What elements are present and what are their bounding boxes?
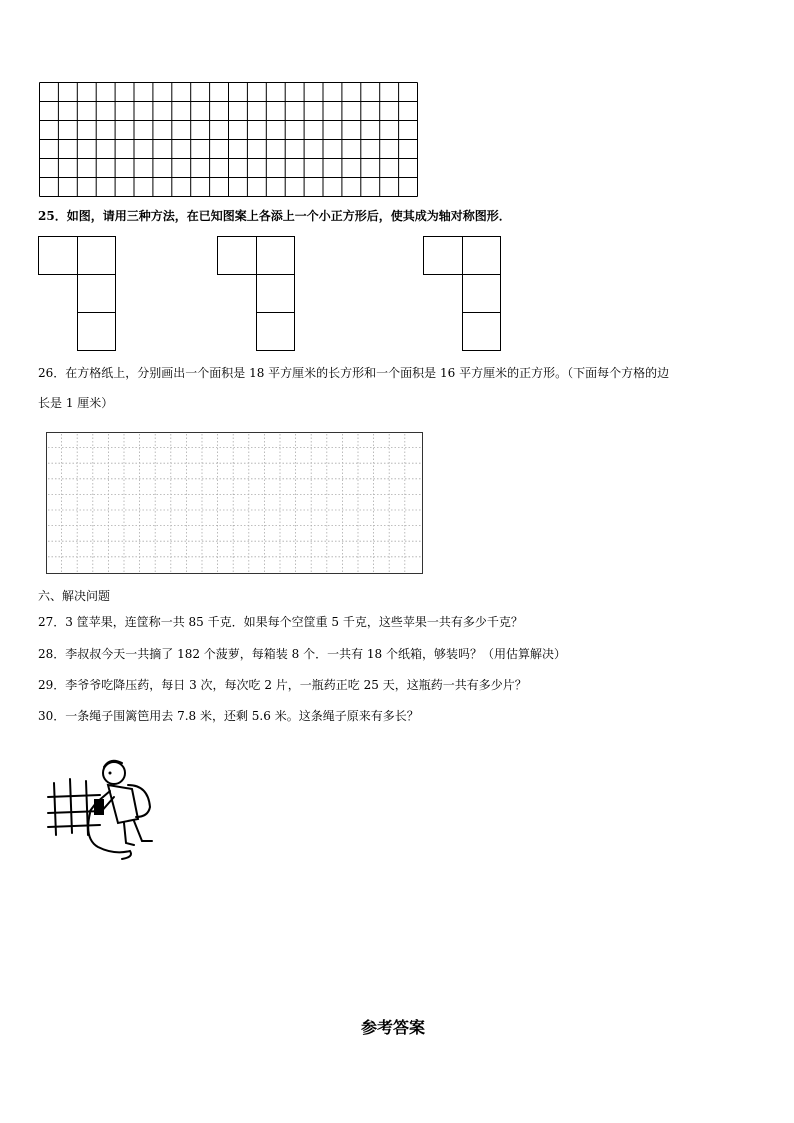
- boy-tying-fence-icon: [44, 755, 164, 865]
- question-26-line1: 26．在方格纸上，分别画出一个面积是 18 平方厘米的长方形和一个面积是 16 平方厘米的正方形。（下面每个方格的边: [38, 366, 670, 380]
- shape-figure-2: [217, 236, 297, 354]
- problem-30: 30．一条绳子围篱笆用去 7.8 米，还剩 5.6 米。这条绳子原来有多长？: [38, 709, 419, 723]
- question-26-line2: 长是 1 厘米）: [38, 396, 114, 410]
- section-6-title: 六、解决问题: [38, 589, 111, 603]
- shape-figure-3: [423, 236, 503, 354]
- answer-key-title: 参考答案: [361, 1018, 426, 1037]
- problem-27: 27．3 筐苹果，连筐称一共 85 千克．如果每个空筐重 5 千克，这些苹果一共有多少千克？: [38, 615, 523, 629]
- square-grid-top: [39, 82, 419, 197]
- problem-29: 29．李爷爷吃降压药，每日 3 次，每次吃 2 片，一瓶药正吃 25 天，这瓶药一共有多少片？: [38, 678, 527, 692]
- question-25-text: 25．如图，请用三种方法，在已知图案上各添上一个小正方形后，使其成为轴对称图形．: [38, 209, 511, 223]
- dotted-grid-paper: [46, 432, 424, 575]
- grid-paper-border: [47, 433, 423, 574]
- problem-28: 28．李叔叔今天一共摘了 182 个菠萝，每箱装 8 个．一共有 18 个纸箱，够装吗？（用估算解决）: [38, 647, 566, 661]
- shape-figure-1: [38, 236, 118, 354]
